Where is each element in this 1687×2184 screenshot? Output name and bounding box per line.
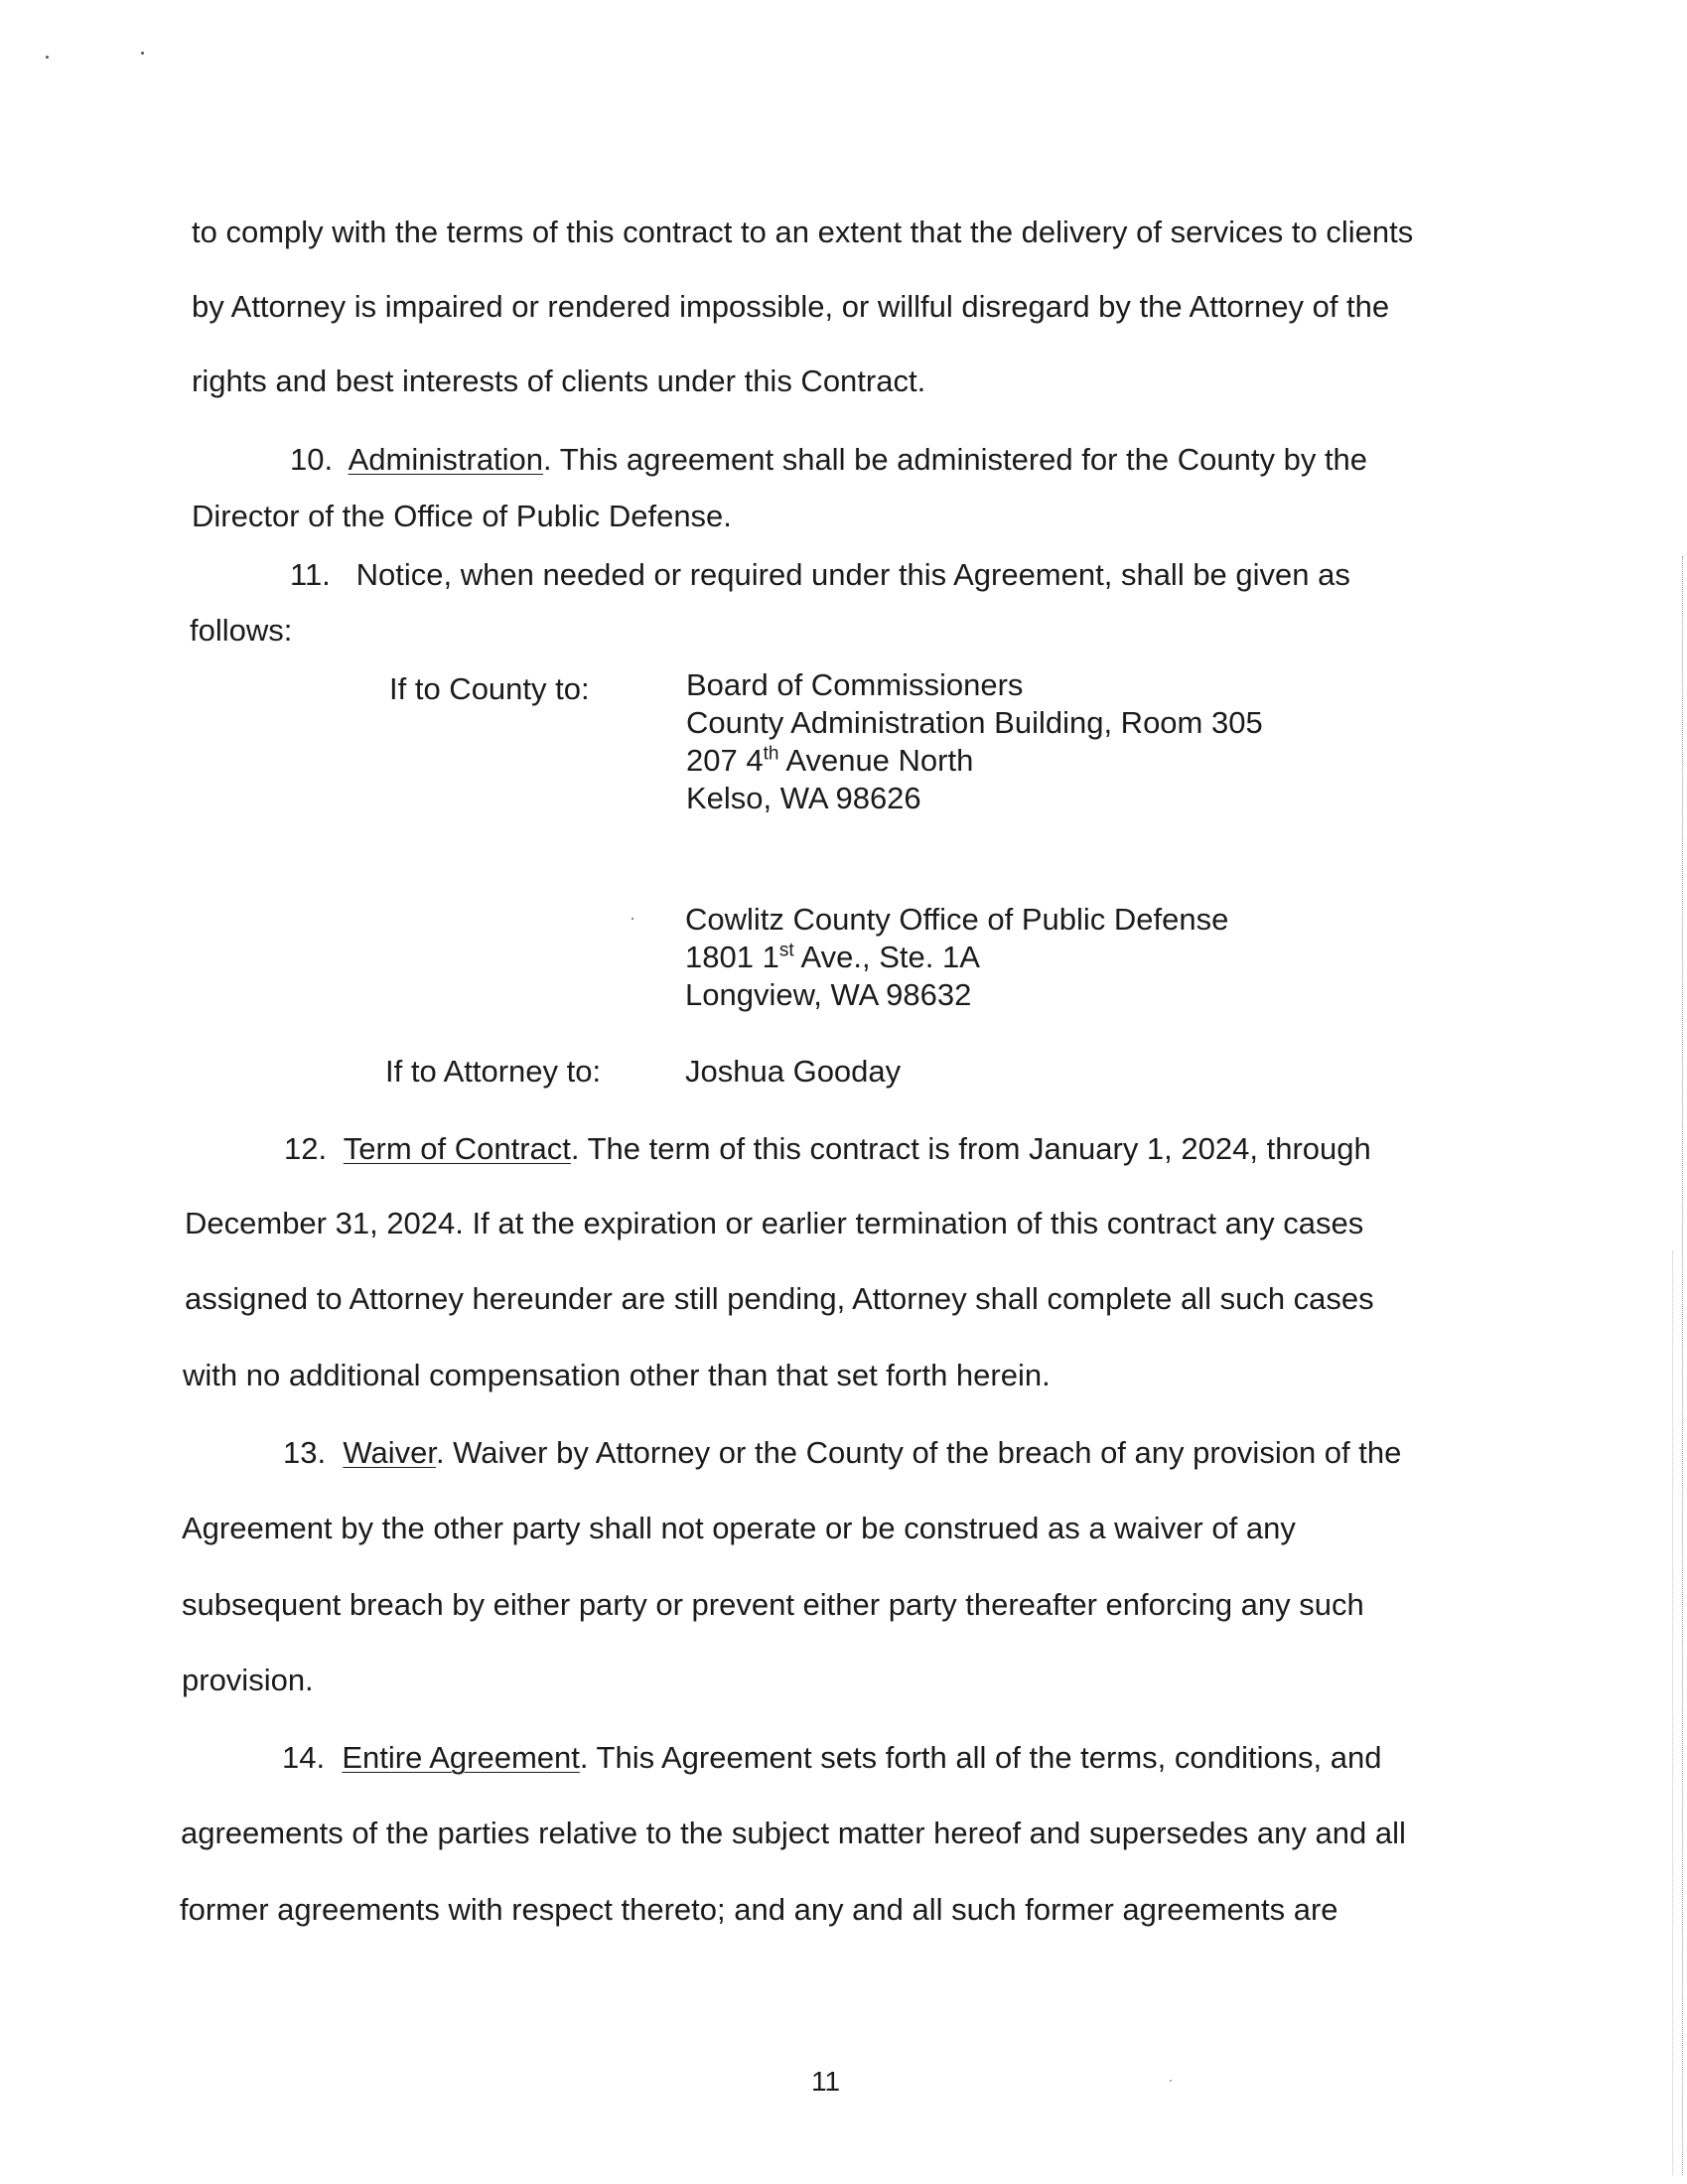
scan-speck xyxy=(1170,2080,1172,2082)
scan-speck xyxy=(46,56,49,59)
scan-speck xyxy=(141,52,144,55)
address-line: 207 4th Avenue North xyxy=(686,743,974,778)
body-text-line: by Attorney is impaired or rendered impossible, or willful disregard by the Attorney of the xyxy=(192,289,1390,324)
body-text-line: assigned to Attorney hereunder are still pending, Attorney shall complete all such cases xyxy=(185,1281,1374,1316)
address-line: Cowlitz County Office of Public Defense xyxy=(685,902,1229,937)
section-text: . This Agreement sets forth all of the terms, conditions, and xyxy=(579,1740,1382,1775)
section-12-line-1 xyxy=(284,1133,1371,1164)
county-address-block xyxy=(686,666,1263,817)
address-line: 1801 1st Ave., Ste. 1A xyxy=(685,940,980,974)
section-10-line-1 xyxy=(290,444,1367,475)
section-heading-entire-agreement: Entire Agreement xyxy=(342,1740,580,1775)
public-defense-address-block xyxy=(685,901,1228,1014)
body-text-line: Director of the Office of Public Defense. xyxy=(192,499,732,533)
body-text-line: subsequent breach by either party or prevent either party thereafter enforcing any such xyxy=(182,1587,1364,1622)
section-text: . The term of this contract is from January 1, 2024, through xyxy=(570,1131,1371,1166)
address-line: Board of Commissioners xyxy=(686,667,1024,702)
section-number: 13. xyxy=(283,1435,327,1470)
section-number: 11. xyxy=(290,557,331,592)
address-line: Kelso, WA 98626 xyxy=(686,781,921,815)
section-number: 10. xyxy=(290,442,334,477)
scan-edge-line xyxy=(1672,1251,1673,2175)
page-number: 11 xyxy=(811,2066,841,2097)
body-text-line: follows: xyxy=(190,613,293,648)
section-text: Notice, when needed or required under this Agreement, shall be given as xyxy=(355,557,1350,592)
body-text-line: rights and best interests of clients under this Contract. xyxy=(192,364,926,398)
section-number: 14. xyxy=(282,1740,326,1775)
body-text-line: with no additional compensation other than that set forth herein. xyxy=(183,1358,1051,1392)
body-text-line: December 31, 2024. If at the expiration or earlier termination of this contract any cases xyxy=(185,1206,1364,1240)
scan-speck xyxy=(632,918,633,920)
section-text: . This agreement shall be administered for the County by the xyxy=(543,442,1368,477)
section-heading-waiver: Waiver xyxy=(343,1435,436,1470)
scan-edge-line xyxy=(1682,556,1683,2175)
body-text-line: provision. xyxy=(182,1663,314,1697)
address-line: County Administration Building, Room 305 xyxy=(686,705,1263,740)
section-14-line-1 xyxy=(282,1742,1381,1773)
section-heading-administration: Administration xyxy=(348,442,544,477)
section-text: . Waiver by Attorney or the County of the breach of any provision of the xyxy=(435,1435,1402,1470)
body-text-line: Agreement by the other party shall not operate or be construed as a waiver of any xyxy=(182,1511,1296,1545)
section-heading-term-of-contract: Term of Contract xyxy=(343,1131,571,1166)
attorney-notice-label: If to Attorney to: xyxy=(385,1054,602,1089)
section-11-line-1 xyxy=(290,559,1350,590)
county-notice-label: If to County to: xyxy=(389,671,590,706)
body-text-line: to comply with the terms of this contract to an extent that the delivery of services to clients xyxy=(192,215,1414,249)
attorney-name: Joshua Gooday xyxy=(685,1054,902,1089)
body-text-line: agreements of the parties relative to the subject matter hereof and supersedes any and all xyxy=(181,1816,1406,1850)
address-line: Longview, WA 98632 xyxy=(685,977,972,1012)
section-13-line-1 xyxy=(283,1437,1401,1468)
body-text-line: former agreements with respect thereto; and any and all such former agreements are xyxy=(180,1892,1338,1927)
section-number: 12. xyxy=(284,1131,328,1166)
